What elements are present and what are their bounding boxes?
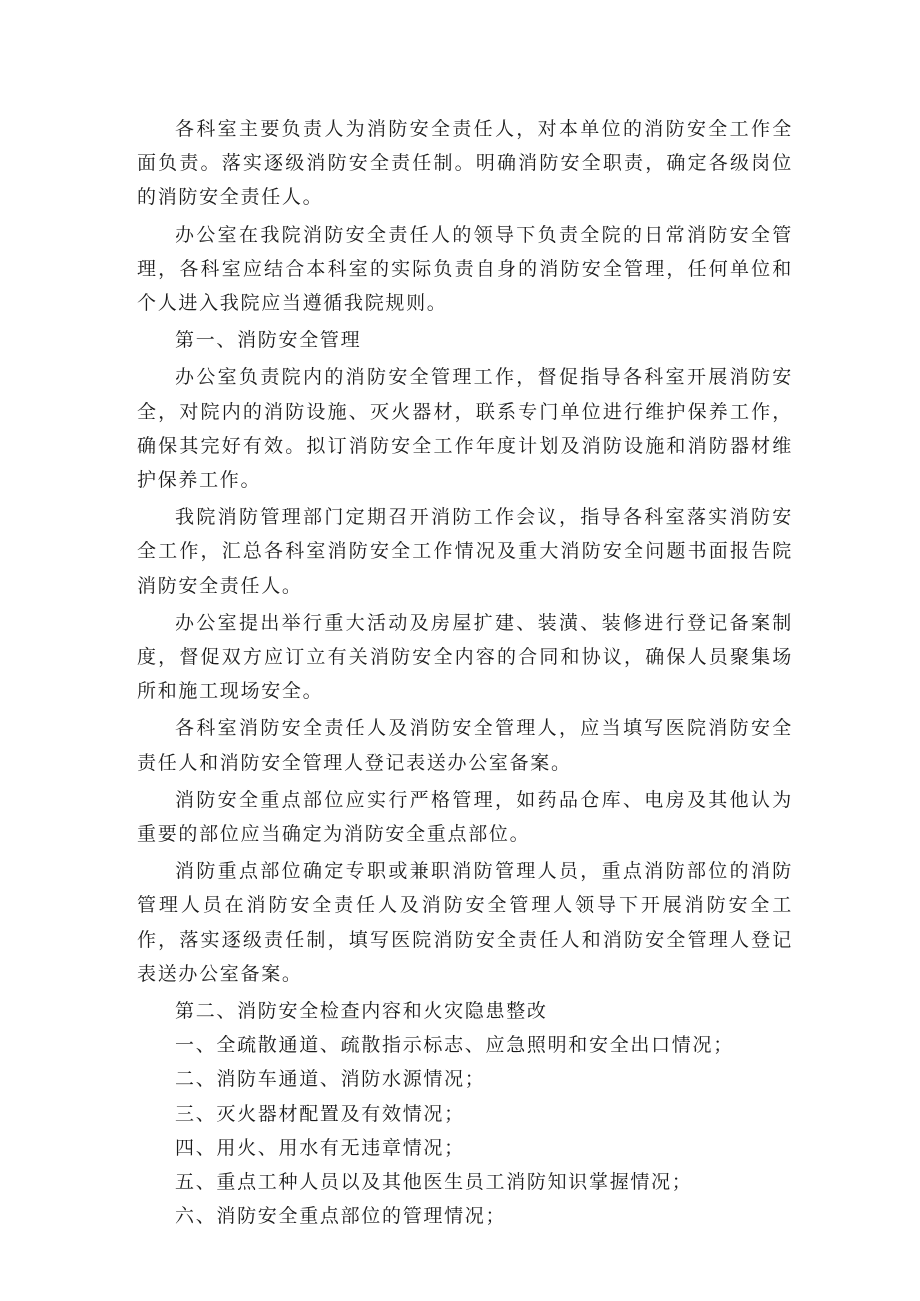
paragraph-events-registration: 办公室提出举行重大活动及房屋扩建、装潢、装修进行登记备案制度，督促双方应订立有关消防安全内容的合同和协议，确保人员聚集场所和施工现场安全。 <box>137 611 793 703</box>
list-item: 五、重点工种人员以及其他医生员工消防知识掌握情况； <box>175 1171 693 1194</box>
list-item: 四、用火、用水有无违章情况； <box>175 1136 465 1159</box>
paragraph-office-duties: 办公室负责院内的消防安全管理工作，督促指导各科室开展消防安全，对院内的消防设施、灭火器材，联系专门单位进行维护保养工作，确保其完好有效。拟订消防安全工作年度计划及消防设施和消防器材维护保养工作。 <box>137 366 793 492</box>
list-item: 六、消防安全重点部位的管理情况； <box>175 1205 507 1228</box>
paragraph-office-management: 办公室在我院消防安全责任人的领导下负责全院的日常消防安全管理，各科室应结合本科室的实际负责自身的消防安全管理，任何单位和个人进入我院应当遵循我院规则。 <box>137 223 793 315</box>
paragraph-registration-form: 各科室消防安全责任人及消防安全管理人，应当填写医院消防安全责任人和消防安全管理人登记表送办公室备案。 <box>137 717 793 774</box>
list-item: 一、全疏散通道、疏散指示标志、应急照明和安全出口情况； <box>175 1034 734 1057</box>
paragraph-meetings: 我院消防管理部门定期召开消防工作会议，指导各科室落实消防安全工作，汇总各科室消防安全工作情况及重大消防安全问题书面报告院消防安全责任人。 <box>137 506 793 597</box>
document-page <box>137 112 793 1234</box>
paragraph-responsibility: 各科室主要负责人为消防安全责任人，对本单位的消防安全工作全面负责。落实逐级消防安全责任制。明确消防安全职责，确定各级岗位的消防安全责任人。 <box>137 118 793 209</box>
paragraph-key-area-personnel: 消防重点部位确定专职或兼职消防管理人员，重点消防部位的消防管理人员在消防安全责任人及消防安全管理人领导下开展消防安全工作，落实逐级责任制，填写医院消防安全责任人和消防安全管理人登记表送办公室备案。 <box>137 860 793 985</box>
paragraph-key-areas: 消防安全重点部位应实行严格管理，如药品仓库、电房及其他认为重要的部位应当确定为消防安全重点部位。 <box>137 788 793 846</box>
list-item: 二、消防车通道、消防水源情况； <box>175 1068 486 1091</box>
list-item: 三、灭火器材配置及有效情况； <box>175 1102 465 1125</box>
section-heading-2: 第二、消防安全检查内容和火灾隐患整改 <box>175 1000 548 1023</box>
section-heading-1: 第一、消防安全管理 <box>175 329 362 352</box>
